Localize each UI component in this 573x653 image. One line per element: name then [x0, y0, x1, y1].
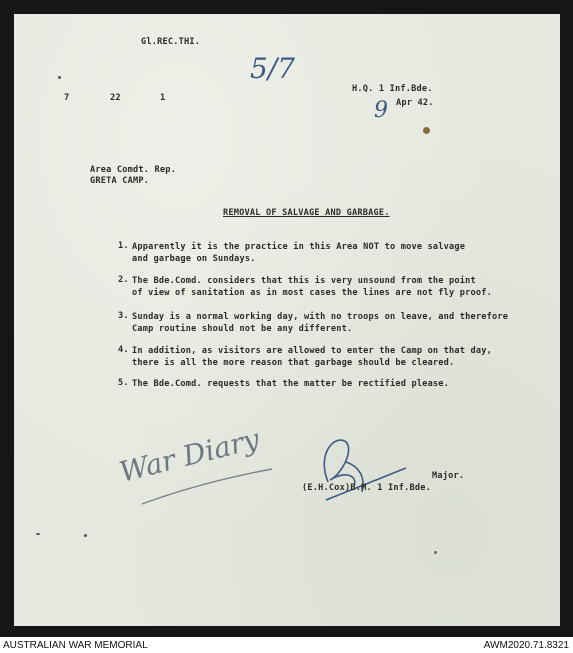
- paragraph-3: [118, 311, 552, 335]
- addressee-line-1: Area Comdt. Rep.: [90, 165, 176, 175]
- date: Apr 42.: [396, 98, 434, 108]
- handwritten-folio-number: 5/7: [250, 52, 296, 85]
- ink-spot: [84, 534, 87, 537]
- ink-spot: [434, 551, 437, 554]
- line-number-2: 22: [110, 93, 121, 103]
- file-reference: Gl.REC.THI.: [141, 37, 201, 47]
- signatory-rank: Major.: [432, 471, 465, 481]
- line-number-1: 7: [64, 93, 70, 103]
- paragraph-number: 4.: [118, 345, 129, 355]
- paragraph-4: [118, 345, 552, 369]
- archive-footer: [0, 637, 573, 653]
- pencil-underline: [132, 464, 282, 514]
- ink-spot: [36, 533, 40, 535]
- paragraph-number: 2.: [118, 275, 129, 285]
- war-diary-annotation: War Diary: [116, 422, 263, 489]
- paragraph-line: of view of sanitation as in most cases the lines are not fly proof.: [132, 288, 493, 298]
- paragraph-line: Apparently it is the practice in this Area NOT to move salvage: [132, 242, 466, 252]
- paragraph-5: [118, 378, 552, 390]
- paragraph-line: there is all the more reason that garbage should be cleared.: [132, 358, 455, 368]
- paragraph-line: In addition, as visitors are allowed to enter the Camp on that day,: [132, 346, 493, 356]
- paragraph-line: The Bde.Comd. considers that this is very unsound from the point: [132, 276, 476, 286]
- ink-spot: [423, 127, 430, 134]
- headquarters: H.Q. 1 Inf.Bde.: [352, 84, 433, 94]
- line-number-3: 1: [160, 93, 166, 103]
- ink-spot: [58, 76, 61, 79]
- paragraph-line: Camp routine should not be any different.: [132, 324, 353, 334]
- signatory-name: (E.H.Cox)B.M. 1 Inf.Bde.: [302, 483, 431, 493]
- addressee-line-2: GRETA CAMP.: [90, 176, 150, 186]
- signature-mark: [306, 422, 416, 512]
- paragraph-line: The Bde.Comd. requests that the matter be rectified please.: [132, 379, 450, 389]
- paragraph-2: [118, 275, 552, 299]
- document-title: REMOVAL OF SALVAGE AND GARBAGE.: [223, 208, 390, 218]
- paragraph-line: and garbage on Sundays.: [132, 254, 256, 264]
- archive-reference: AWM2020.71.8321: [483, 640, 569, 651]
- paragraph-number: 5.: [118, 378, 129, 388]
- paragraph-1: [118, 241, 552, 265]
- paragraph-line: Sunday is a normal working day, with no troops on leave, and therefore: [132, 312, 509, 322]
- paragraph-number: 1.: [118, 241, 129, 251]
- paragraph-number: 3.: [118, 311, 129, 321]
- archive-name: AUSTRALIAN WAR MEMORIAL: [3, 640, 148, 651]
- handwritten-day: 9: [374, 98, 388, 123]
- document-page: [14, 14, 560, 626]
